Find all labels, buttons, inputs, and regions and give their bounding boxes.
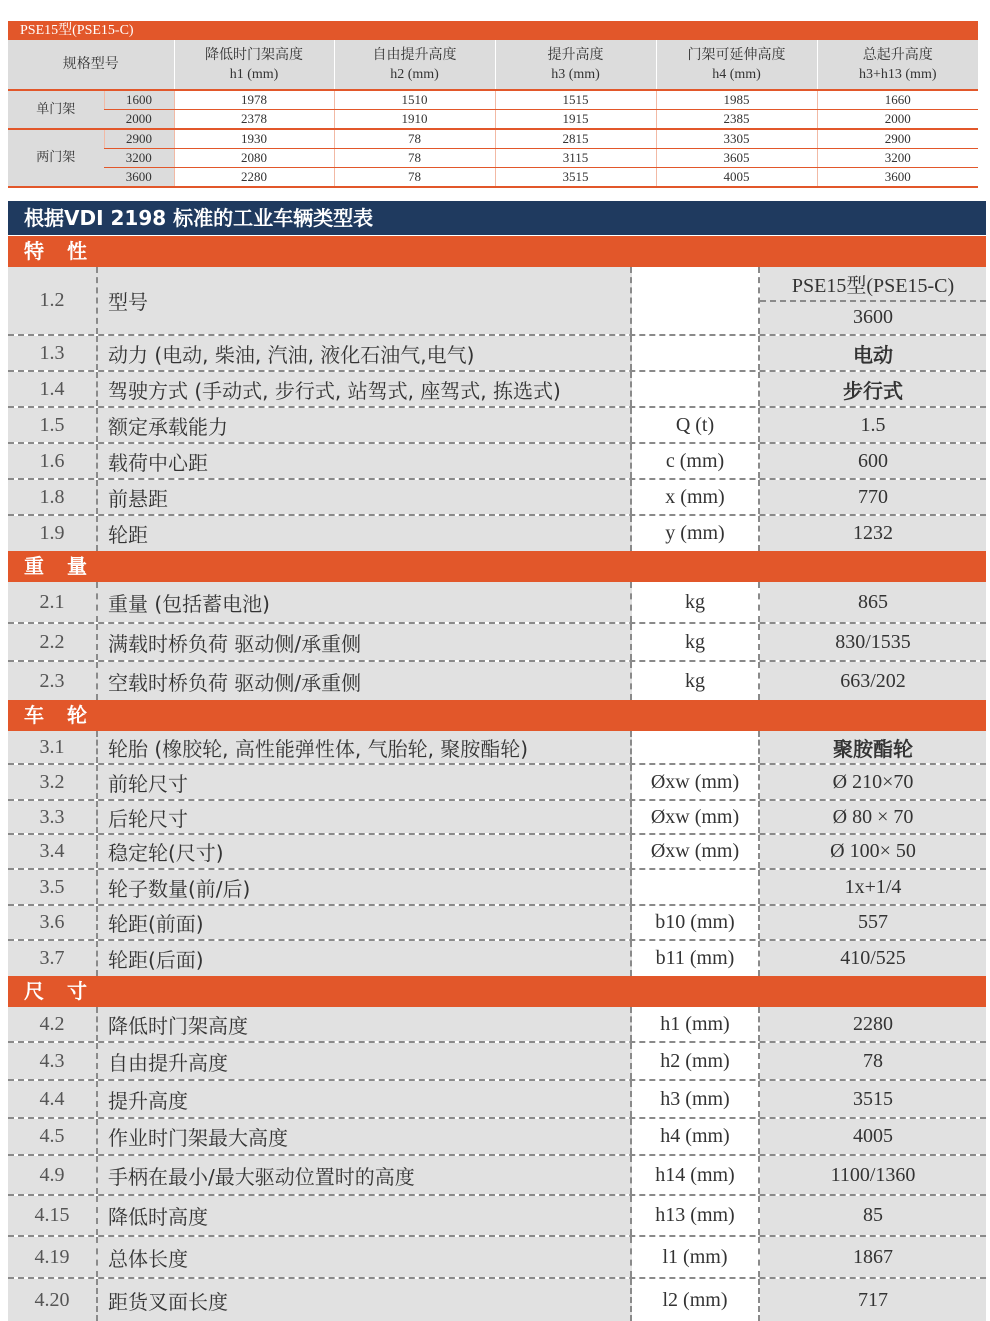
table-cell: 1915 [495,110,656,130]
row-value: 85 [760,1196,986,1235]
vdi-title-banner: 根据VDI 2198 标准的工业车辆类型表 [8,201,986,235]
row-value: 717 [760,1279,986,1321]
row-value: 聚胺酯轮 [760,731,986,763]
row-description: 额定承载能力 [98,408,632,442]
model-variant: 3600 [853,306,893,329]
row-number: 1.6 [8,444,98,478]
row-description: 降低时门架高度 [98,1007,632,1041]
row-description: 总体长度 [98,1237,632,1277]
row-description: 轮子数量(前/后) [98,870,632,904]
table-row [8,516,986,551]
table-cell: 2900 [817,129,978,149]
col-name: 总起升高度 [862,46,933,63]
row-value: 电动 [760,336,986,370]
row-number: 4.2 [8,1007,98,1041]
table-row [8,267,986,336]
mast-col-header [334,40,495,90]
row-number: 3.6 [8,906,98,939]
row-unit [632,372,760,406]
table-row [8,765,986,801]
table-row [8,336,986,372]
table-cell: 4005 [656,168,817,188]
table-row [8,835,986,870]
table-cell: 3305 [656,129,817,149]
row-value: 1.5 [760,408,986,442]
table-cell: 78 [334,129,495,149]
row-unit: h2 (mm) [632,1043,760,1079]
row-number: 3.2 [8,765,98,799]
row-unit: h4 (mm) [632,1119,760,1154]
table-cell: 1985 [656,90,817,110]
row-description: 前悬距 [98,480,632,514]
row-number: 3.5 [8,870,98,904]
row-description: 降低时高度 [98,1196,632,1235]
row-value: Ø 80 × 70 [760,801,986,833]
row-value: 600 [760,444,986,478]
row-unit: b11 (mm) [632,941,760,976]
table-row [8,372,986,408]
row-unit: kg [632,624,760,660]
row-description: 前轮尺寸 [98,765,632,799]
row-number: 4.19 [8,1237,98,1277]
table-row [8,1196,986,1237]
row-value: 1x+1/4 [760,870,986,904]
col-name: 自由提升高度 [372,46,457,63]
row-unit: h14 (mm) [632,1156,760,1194]
row-unit: Øxw (mm) [632,801,760,833]
row-number: 3.3 [8,801,98,833]
table-row [8,129,978,149]
row-unit [632,870,760,904]
mast-model: 3600 [104,168,174,188]
mast-height-table [8,40,978,188]
table-cell: 2385 [656,110,817,130]
row-unit: kg [632,582,760,622]
mast-model: 2000 [104,110,174,130]
row-unit: h1 (mm) [632,1007,760,1041]
row-description: 空载时桥负荷 驱动侧/承重侧 [98,662,632,700]
row-number: 4.20 [8,1279,98,1321]
mast-col-header [495,40,656,90]
table-cell: 3600 [817,168,978,188]
table-row [8,870,986,906]
row-unit [632,731,760,763]
table-row [8,480,986,516]
row-number: 1.8 [8,480,98,514]
row-value: 865 [760,582,986,622]
table-row [8,906,986,941]
row-value: Ø 210×70 [760,765,986,799]
table-row [8,1081,986,1119]
row-unit [632,336,760,370]
table-row [8,1156,986,1196]
row-value: 1100/1360 [760,1156,986,1194]
row-number: 4.3 [8,1043,98,1079]
row-value [760,267,986,334]
row-number: 1.9 [8,516,98,551]
row-description: 自由提升高度 [98,1043,632,1079]
table-cell: 2080 [174,149,334,168]
mast-model: 1600 [104,90,174,110]
row-description: 满载时桥负荷 驱动侧/承重侧 [98,624,632,660]
table-cell: 2815 [495,129,656,149]
table-row [8,941,986,976]
table-cell: 1515 [495,90,656,110]
mast-col-header [817,40,978,90]
row-number: 2.3 [8,662,98,700]
row-unit: h13 (mm) [632,1196,760,1235]
row-unit [632,267,760,334]
table-cell: 78 [334,168,495,188]
col-unit: h1 (mm) [229,66,279,82]
row-value: 1867 [760,1237,986,1277]
row-number: 3.7 [8,941,98,976]
table-row [8,110,978,130]
table-cell: 3115 [495,149,656,168]
row-number: 4.4 [8,1081,98,1117]
table-cell: 3200 [817,149,978,168]
table-row [8,1043,986,1081]
row-unit: b10 (mm) [632,906,760,939]
row-number: 4.9 [8,1156,98,1194]
mast-table-header-row [8,40,978,90]
table-row [8,1237,986,1279]
row-unit: Øxw (mm) [632,835,760,868]
table-row [8,90,978,110]
row-description: 轮距(后面) [98,941,632,976]
row-value: 830/1535 [760,624,986,660]
mast-spec-header: 规格型号 [8,40,174,90]
table-cell: 1910 [334,110,495,130]
row-unit: l2 (mm) [632,1279,760,1321]
table-row [8,444,986,480]
row-description: 轮距(前面) [98,906,632,939]
row-value: 770 [760,480,986,514]
section-header-characteristics: 特 性 [8,236,986,267]
row-unit: l1 (mm) [632,1237,760,1277]
row-number: 1.4 [8,372,98,406]
table-cell: 78 [334,149,495,168]
row-unit: Øxw (mm) [632,765,760,799]
table-cell: 2280 [174,168,334,188]
table-row [8,1007,986,1043]
table-row [8,168,978,188]
row-description: 动力 (电动, 柴油, 汽油, 液化石油气,电气) [98,336,632,370]
row-number: 1.2 [8,267,98,334]
row-number: 2.2 [8,624,98,660]
row-description: 轮胎 (橡胶轮, 高性能弹性体, 气胎轮, 聚胺酯轮) [98,731,632,763]
section-header-dimensions: 尺 寸 [8,976,986,1007]
mast-col-header [174,40,334,90]
table-row [8,801,986,835]
mast-table-title: PSE15型(PSE15-C) [8,21,978,40]
row-number: 4.15 [8,1196,98,1235]
row-number: 1.5 [8,408,98,442]
row-description: 手柄在最小/最大驱动位置时的高度 [98,1156,632,1194]
table-row [8,662,986,700]
row-value: 3515 [760,1081,986,1117]
row-number: 4.5 [8,1119,98,1154]
row-value: 410/525 [760,941,986,976]
row-unit: kg [632,662,760,700]
row-unit: x (mm) [632,480,760,514]
table-cell: 1978 [174,90,334,110]
row-number: 2.1 [8,582,98,622]
row-value: 2280 [760,1007,986,1041]
table-row [8,408,986,444]
row-description: 稳定轮(尺寸) [98,835,632,868]
table-cell: 2000 [817,110,978,130]
col-name: 提升高度 [547,46,604,63]
vdi-spec-table [8,236,986,1321]
row-number: 3.1 [8,731,98,763]
row-value: Ø 100× 50 [760,835,986,868]
row-description: 驾驶方式 (手动式, 步行式, 站驾式, 座驾式, 拣选式) [98,372,632,406]
section-header-weight: 重 量 [8,551,986,582]
mast-model: 2900 [104,129,174,149]
row-value: 557 [760,906,986,939]
table-row [8,1119,986,1156]
section-header-wheels: 车 轮 [8,700,986,731]
col-name: 门架可延伸高度 [687,46,786,63]
mast-group-label: 单门架 [8,90,104,129]
mast-col-header [656,40,817,90]
table-row [8,582,986,624]
col-unit: h3+h13 (mm) [859,66,937,82]
row-number: 3.4 [8,835,98,868]
row-value: 步行式 [760,372,986,406]
table-row [8,149,978,168]
table-cell: 1930 [174,129,334,149]
row-description: 提升高度 [98,1081,632,1117]
row-description: 载荷中心距 [98,444,632,478]
col-unit: h3 (mm) [551,66,600,82]
col-unit: h2 (mm) [390,66,439,82]
col-unit: h4 (mm) [712,66,761,82]
row-description: 距货叉面长度 [98,1279,632,1321]
row-value: 1232 [760,516,986,551]
row-value: 663/202 [760,662,986,700]
row-value: 4005 [760,1119,986,1154]
row-unit: y (mm) [632,516,760,551]
row-number: 1.3 [8,336,98,370]
row-description: 作业时门架最大高度 [98,1119,632,1154]
row-unit: h3 (mm) [632,1081,760,1117]
model-name: PSE15型(PSE15-C) [760,267,986,302]
row-unit: c (mm) [632,444,760,478]
row-description: 后轮尺寸 [98,801,632,833]
table-cell: 3605 [656,149,817,168]
table-cell: 3515 [495,168,656,188]
row-value: 78 [760,1043,986,1079]
row-description: 重量 (包括蓄电池) [98,582,632,622]
row-description: 轮距 [98,516,632,551]
row-description: 型号 [98,267,632,334]
table-cell: 2378 [174,110,334,130]
row-unit: Q (t) [632,408,760,442]
mast-model: 3200 [104,149,174,168]
col-name: 降低时门架高度 [205,46,303,63]
table-row [8,731,986,765]
table-cell: 1660 [817,90,978,110]
mast-group-label: 两门架 [8,129,104,187]
table-cell: 1510 [334,90,495,110]
table-row [8,624,986,662]
